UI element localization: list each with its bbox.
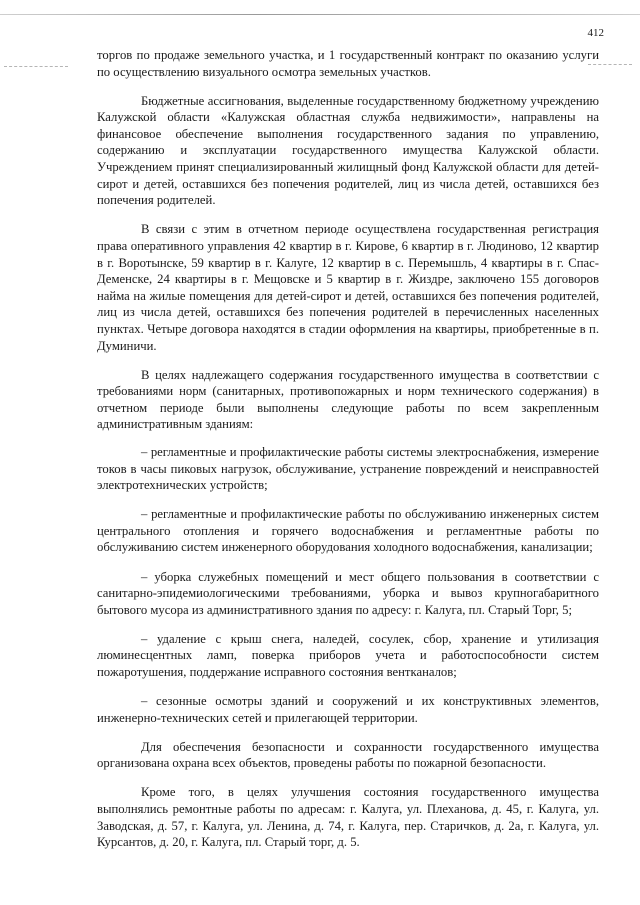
paragraph-security: Для обеспечения безопасности и сохранности государственного имущества организована охрана всех объектов, проведены работы по пожарной безопасности.	[97, 739, 599, 771]
list-item-roofs: – удаление с крыш снега, наледей, сосулек, сбор, хранение и утилизация люминесцентных ламп, поверка приборов учета и работоспособности систем пожаротушения, поддержание исправного состояния вентканалов;	[97, 631, 599, 679]
paragraph-registration: В связи с этим в отчетном периоде осуществлена государственная регистрация права оперативного управления 42 квартир в г. Кирове, 6 квартир в г. Людиново, 12 квартир в г. Воротынске, 59 квартир в г. Калуге, 12 квартир в с. Перемышль, 4 квартиры в г. Спас-Деменске, 24 квартиры в г. Мещовске и 5 квартир в г. Жиздре, заключено 155 договоров найма на жилые помещения для детей-сирот и детей, оставшихся без попечения родителей, лиц из числа детей, оставшихся без попечения родителей в перечисленных населенных пунктах. Четыре договора находятся в стадии оформления на квартиры, приобретенные в п. Думиничи.	[97, 222, 599, 353]
list-item-inspections: – сезонные осмотры зданий и сооружений и их конструктивных элементов, инженерно-технических сетей и прилегающей территории.	[97, 694, 599, 725]
page-number: 412	[587, 27, 604, 39]
scan-artifact-left	[4, 66, 68, 68]
list-item-cleaning: – уборка служебных помещений и мест общего пользования в соответствии с санитарно-эпидемиологическими требованиями, уборка и вывоз крупногабаритного бытового мусора из административного здания по адресу: г. Калуга, пл. Старый Торг, 5;	[97, 569, 599, 617]
document-body	[97, 47, 599, 863]
paragraph-continuation: торгов по продаже земельного участка, и 1 государственный контракт по оказанию услуги по осуществлению визуального осмотра земельных участков.	[97, 48, 599, 79]
list-item-electrical: – регламентные и профилактические работы системы электроснабжения, измерение токов в часы пиковых нагрузок, обслуживание, устранение повреждений и неисправностей электротехнических устройств;	[97, 444, 599, 493]
scan-top-edge	[0, 14, 640, 15]
list-item-heating: – регламентные и профилактические работы по обслуживанию инженерных систем центрального отопления и горячего водоснабжения и регламентные работы по обслуживанию систем инженерного оборудования холодного водоснабжения, канализации;	[97, 507, 599, 555]
paragraph-repairs: Кроме того, в целях улучшения состояния государственного имущества выполнялись ремонтные работы по адресам: г. Калуга, ул. Плеханова, д. 45, г. Калуга, ул. Заводская, д. 57, г. Калуга, ул. Ленина, д. 74, г. Калуга, пер. Старичков, д. 2а, г. Калуга, ул. Курсантов, д. 20, г. Калуга, пл. Старый торг, д. 5.	[97, 785, 599, 850]
paragraph-maintenance-intro: В целях надлежащего содержания государственного имущества в соответствии с требованиями норм (санитарных, противопожарных и норм технического содержания) в отчетном периоде были выполнены следующие работы по всем закрепленным административным зданиям:	[97, 367, 599, 432]
paragraph-budget-allocations: Бюджетные ассигнования, выделенные государственному бюджетному учреждению Калужской области «Калужская областная служба недвижимости», направлены на финансовое обеспечение выполнения государственного задания по управлению, содержанию и эксплуатации государственного имущества Калужской области. Учреждением принят специализированный жилищный фонд Калужской области для детей-сирот и детей, оставшихся без попечения родителей, лиц из числа детей, оставшихся без попечения родителей.	[97, 93, 599, 208]
